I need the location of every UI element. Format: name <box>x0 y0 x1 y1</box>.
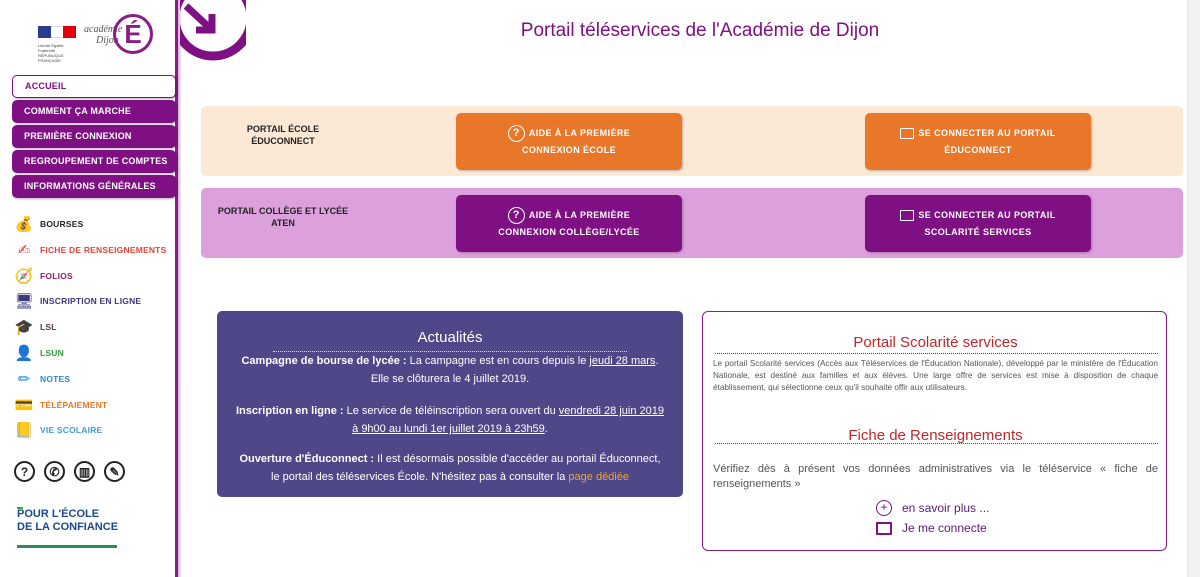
aide-ecole-row1 <box>456 125 682 142</box>
news2-bold: Inscription en ligne : <box>236 405 344 417</box>
slogan-line2: DE LA CONFIANCE <box>17 521 119 533</box>
slogan-underline <box>17 545 117 548</box>
service-label: VIE SCOLAIRE <box>40 425 103 436</box>
band-portail-college <box>201 188 1183 258</box>
news2-text: Le service de téléinscription sera ouvert du <box>343 405 559 417</box>
service-label: NOTES <box>40 373 71 384</box>
je-me-connecte-label: Je me connecte <box>902 521 987 535</box>
aide-college-line1: AIDE À LA PREMIÈRE <box>528 209 631 220</box>
connecter-educonnect-button[interactable] <box>865 113 1091 170</box>
monitor-icon <box>876 522 892 535</box>
aide-connexion-college-button[interactable] <box>456 195 682 252</box>
service-vie-scolaire[interactable] <box>14 421 102 439</box>
pen-icon[interactable]: ✎ <box>104 461 125 482</box>
news1-date-link[interactable]: jeudi 28 mars <box>589 355 656 367</box>
money-bag-icon: 💰 <box>14 215 34 233</box>
aide-ecole-line2: CONNEXION ÉCOLE <box>521 144 616 155</box>
je-me-connecte-link[interactable] <box>876 521 987 535</box>
scolarite-services-panel <box>702 311 1167 551</box>
notebook-icon: 📒 <box>14 421 34 440</box>
connect-ecole-line1: SE CONNECTER AU PORTAIL <box>918 127 1056 138</box>
service-label: INSCRIPTION EN LIGNE <box>40 296 142 307</box>
map-icon[interactable]: ▥ <box>74 461 95 482</box>
service-notes[interactable] <box>14 370 70 388</box>
news1-bold: Campagne de bourse de lycée : <box>241 355 407 367</box>
portal-divider <box>715 353 1158 354</box>
slogan-ecole-confiance <box>17 508 118 534</box>
news3-text: Il est désormais possible d'accéder au portail Éduconnect, <box>374 453 661 465</box>
service-label: FOLIOS <box>40 270 73 281</box>
band-ecole-title-line1: PORTAIL ÉCOLE <box>246 124 320 134</box>
edit-form-icon: ✍ <box>17 240 31 259</box>
actualites-panel <box>217 311 683 497</box>
sidebar-shadow <box>178 0 182 577</box>
plus-circle-icon: + <box>876 500 892 516</box>
band-portail-ecole <box>201 106 1183 176</box>
monitor-icon <box>900 210 914 221</box>
fiche-body: Vérifiez dès à présent vos données administratives via le téléservice « fiche de renseignements » <box>713 463 1158 490</box>
aide-college-line2: CONNEXION COLLÈGE/LYCÉE <box>498 226 640 237</box>
news1-text2: . <box>655 355 659 367</box>
connect-college-line1: SE CONNECTER AU PORTAIL <box>918 209 1056 220</box>
connect-college-row1 <box>865 207 1091 224</box>
academie-line2: Dijon <box>96 35 119 46</box>
news1-line2: Elle se clôturera le 4 juillet 2019. <box>370 373 530 385</box>
slogan-line1: POUR L'ÉCOLE <box>17 508 100 520</box>
nav-informations-generales[interactable]: INFORMATIONS GÉNÉRALES <box>12 175 176 198</box>
contact-book-icon: 👤 <box>14 344 34 362</box>
rf-text: Liberté Égalité Fraternité RÉPUBLIQUE FRANÇAISE <box>38 43 64 63</box>
question-circle-icon: ? <box>508 125 525 142</box>
connect-ecole-line2: ÉDUCONNECT <box>944 144 1012 155</box>
service-télépaiement[interactable] <box>14 396 107 414</box>
monitor-icon: 🖥 <box>14 292 34 311</box>
en-savoir-plus-label: en savoir plus ... <box>902 501 990 515</box>
service-label: FICHE DE RENSEIGNEMENTS <box>40 244 167 255</box>
news3-line2: le portail des téléservices École. N'hésitez pas à consulter la <box>271 471 569 483</box>
portal-body: Le portail Scolarité services (Accès aux Téléservices de l'Éducation Nationale), développé par le ministère de l'Éducation Nationale, est destiné aux familles et aux élèves. Une large offre de services est mise à disposition de chaque établissement, qui sélectionne ceux qu'il souhaite offir aux utilisateurs. <box>713 359 1158 392</box>
pencil-icon: ✏ <box>17 369 31 388</box>
service-inscription-en-ligne[interactable] <box>14 292 141 310</box>
service-lsun[interactable] <box>14 344 64 362</box>
compass-icon: 🧭 <box>14 266 34 285</box>
service-folios[interactable] <box>14 267 73 285</box>
graduation-cap-icon: 🎓 <box>14 318 34 337</box>
band-college-title <box>203 205 363 229</box>
en-savoir-plus-link[interactable] <box>876 500 989 516</box>
news-item-bourse <box>225 352 675 388</box>
academie-e-logo: É <box>113 14 153 54</box>
news-item-educonnect <box>225 450 675 486</box>
question-circle-icon: ? <box>508 207 525 224</box>
news-item-inscription <box>225 402 675 438</box>
nav-premiere-connexion[interactable]: PREMIÈRE CONNEXION <box>12 125 176 148</box>
connect-ecole-row1 <box>865 125 1091 142</box>
page-title: Portail téléservices de l'Académie de Dijon <box>520 20 880 41</box>
nav-comment-ca-marche[interactable]: COMMENT ÇA MARCHE <box>12 100 176 123</box>
aide-college-row1 <box>456 207 682 224</box>
aide-ecole-line1: AIDE À LA PREMIÈRE <box>528 127 631 138</box>
logo-academie[interactable] <box>38 14 158 63</box>
corner-arrow-icon <box>180 0 246 62</box>
academie-line1: académie <box>84 24 123 35</box>
nav-accueil[interactable]: ACCUEIL <box>12 75 176 98</box>
payment-icon: 💳 <box>14 395 34 414</box>
service-label: BOURSES <box>40 219 84 229</box>
help-icons <box>14 461 125 482</box>
phone-icon[interactable]: ✆ <box>44 461 65 482</box>
service-fiche-de-renseignements[interactable] <box>14 241 166 259</box>
news1-text: La campagne est en cours depuis le <box>406 355 590 367</box>
connecter-scolarite-services-button[interactable] <box>865 195 1091 252</box>
republique-francaise-flag-icon <box>38 26 76 44</box>
aide-connexion-ecole-button[interactable] <box>456 113 682 170</box>
service-label: LSUN <box>40 348 64 358</box>
news3-page-dediee-link[interactable]: page dédiée <box>568 471 629 483</box>
vertical-scrollbar[interactable] <box>1187 0 1200 577</box>
news2-date-link1[interactable]: vendredi 28 juin 2019 <box>558 405 664 417</box>
news2-date-link2[interactable]: à 9h00 au lundi 1er juillet 2019 à 23h59 <box>352 423 545 435</box>
nav-regroupement-de-comptes[interactable]: REGROUPEMENT DE COMPTES <box>12 150 176 173</box>
band-college-title-line2: ATEN <box>271 218 295 228</box>
service-label: LSL <box>40 322 57 333</box>
band-college-title-line1: PORTAIL COLLÈGE ET LYCÉE <box>217 206 349 216</box>
band-ecole-title <box>203 123 363 147</box>
sidebar <box>0 0 178 577</box>
news3-bold: Ouverture d'Éduconnect : <box>239 453 375 465</box>
service-bourses[interactable] <box>14 215 83 233</box>
question-icon[interactable]: ? <box>14 461 35 482</box>
service-lsl[interactable] <box>14 318 57 336</box>
connect-college-line2: SCOLARITÉ SERVICES <box>924 226 1032 237</box>
monitor-icon <box>900 128 914 139</box>
band-ecole-title-line2: ÉDUCONNECT <box>251 136 315 146</box>
news2-text2: . <box>544 423 548 435</box>
service-label: TÉLÉPAIEMENT <box>40 399 108 410</box>
fiche-title: Fiche de Renseignements <box>848 427 1023 444</box>
portal-title: Portail Scolarité services <box>853 334 1018 351</box>
actualites-title: Actualités <box>417 329 483 346</box>
fiche-divider <box>715 443 1158 444</box>
